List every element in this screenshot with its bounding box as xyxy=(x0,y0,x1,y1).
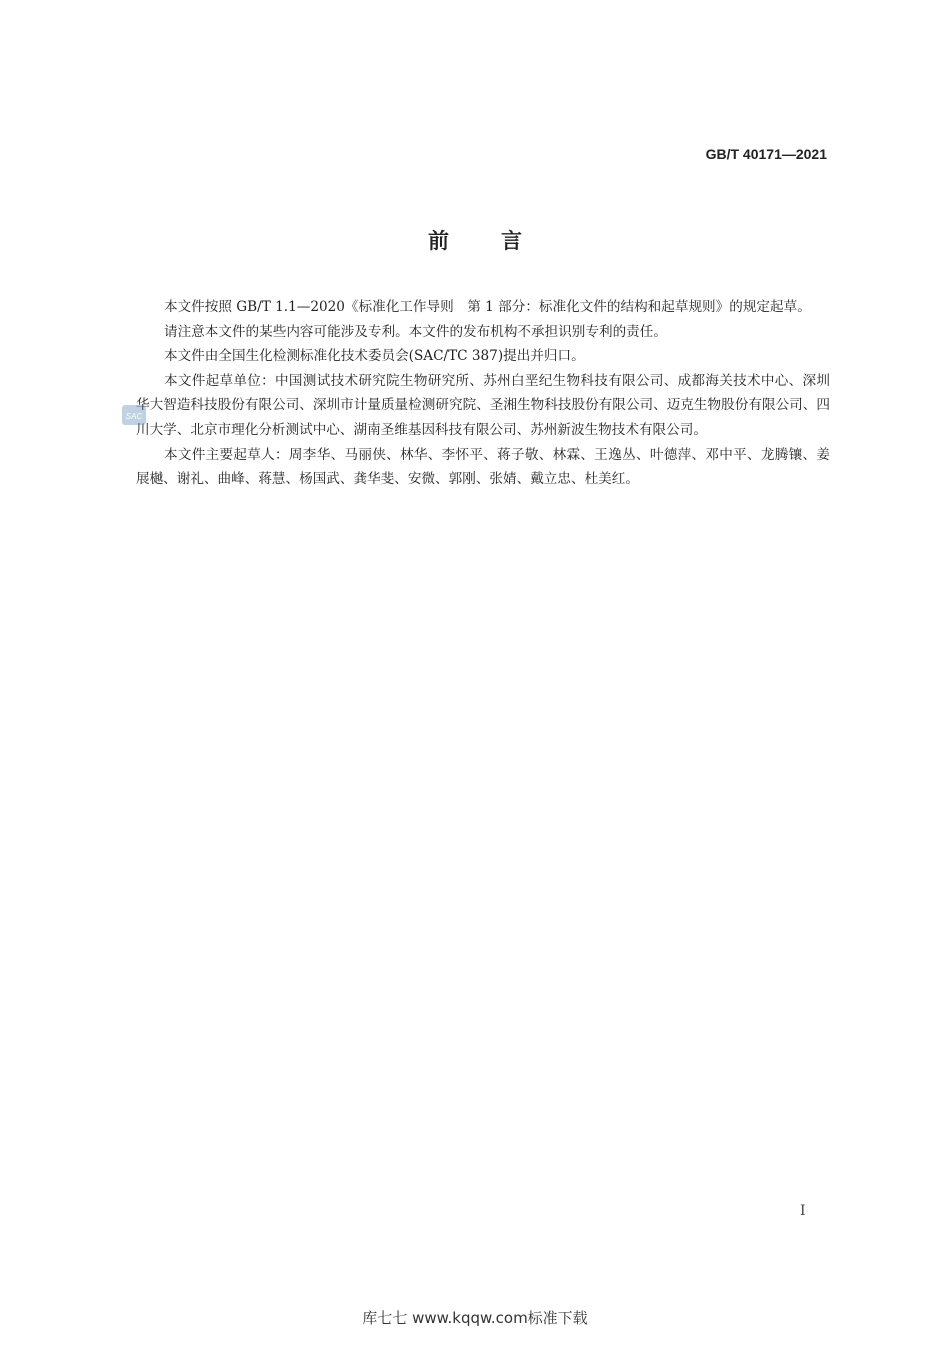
paragraph-patent-notice: 请注意本文件的某些内容可能涉及专利。本文件的发布机构不承担识别专利的责任。 xyxy=(164,323,667,340)
paragraph-drafting-units: 本文件起草单位：中国测试技术研究院生物研究所、苏州白垩纪生物科技有限公司、成都海关技术中心、深圳华大智造科技股份有限公司、深圳市计量质量检测研究院、圣湘生物科技股份有限公司、迈克生物股份有限公司、四川大学、北京市理化分析测试中心、湖南圣维基因科技有限公司、苏州新波生物技术有限公司。 xyxy=(136,372,830,438)
foreword-body xyxy=(136,295,830,492)
paragraph-drafting-rules: 本文件按照 GB/T 1.1—2020《标准化工作导则 第 1 部分：标准化文件的结构和起草规则》的规定起草。 xyxy=(164,299,811,315)
paragraph-drafters: 本文件主要起草人：周李华、马丽侠、林华、李怀平、蒋子敬、林霖、王逸丛、叶德萍、邓中平、龙腾镶、姜展樾、谢礼、曲峰、蒋慧、杨国武、龚华斐、安微、郭刚、张婧、戴立忠、杜美红。 xyxy=(136,446,830,488)
download-footer: 库七七 www.kqqw.com标准下载 xyxy=(362,1309,588,1327)
svg-text:SAC: SAC xyxy=(125,412,143,421)
paragraph-proposer: 本文件由全国生化检测标准化技术委员会(SAC/TC 387)提出并归口。 xyxy=(164,348,585,365)
sac-logo-icon xyxy=(121,403,147,427)
page-number: I xyxy=(800,1203,806,1219)
standard-code: GB/T 40171—2021 xyxy=(705,146,827,162)
page-title: 前言 xyxy=(428,229,574,253)
